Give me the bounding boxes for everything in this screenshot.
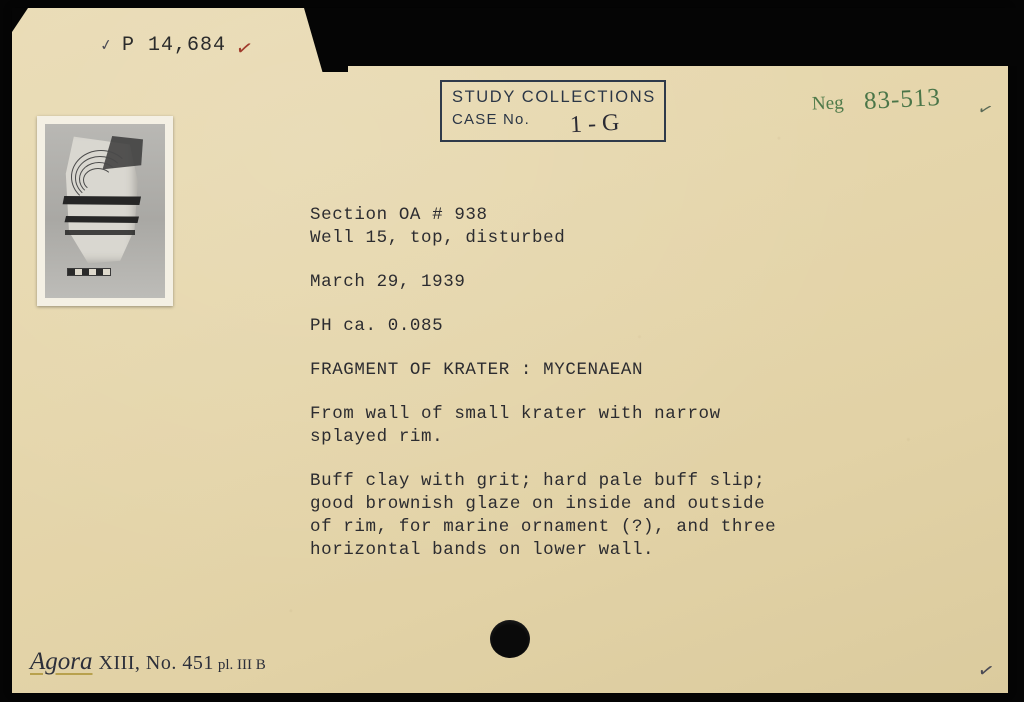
- typed-line: good brownish glaze on inside and outside: [310, 494, 766, 514]
- typed-block: [310, 403, 930, 449]
- sherd-band-upper: [61, 196, 141, 205]
- typed-line: FRAGMENT OF KRATER : MYCENAEAN: [310, 360, 644, 380]
- card-tab-upper-background: [336, 8, 1024, 66]
- publication-plate: pl. III B: [217, 657, 266, 673]
- typed-block: [310, 315, 930, 338]
- photo-scale-bar: [67, 268, 111, 276]
- typed-line: of rim, for marine ornament (?), and three: [310, 517, 777, 537]
- sherd-band-lower: [65, 230, 135, 235]
- typed-block: [310, 470, 930, 562]
- publication-series: Agora: [30, 648, 93, 675]
- stamp-title: STUDY COLLECTIONS: [452, 88, 656, 106]
- typed-block: [310, 204, 930, 250]
- typed-line: Section OA # 938: [310, 205, 488, 225]
- stamp-case-value: 1 - G: [569, 109, 620, 139]
- publication-reference: [30, 648, 266, 676]
- negative-label: Neg: [811, 92, 844, 115]
- typed-line: March 29, 1939: [310, 272, 466, 292]
- specimen-photograph: [37, 116, 173, 306]
- typed-block: [310, 271, 930, 294]
- typed-line: PH ca. 0.085: [310, 316, 444, 336]
- card-corner-cut: [12, 8, 28, 32]
- accession-number: P 14,684: [122, 34, 227, 57]
- study-collections-stamp: [440, 80, 666, 142]
- negative-number: 83-513: [863, 84, 942, 115]
- typed-block: [310, 359, 930, 382]
- punch-hole: [490, 620, 530, 658]
- accession-check-mark-left: ✓: [98, 37, 114, 55]
- sherd-arc-4: [83, 168, 113, 192]
- stamp-case-label: CASE No.: [452, 111, 530, 128]
- typed-line: horizontal bands on lower wall.: [310, 540, 655, 560]
- typed-description: [310, 204, 930, 562]
- accession-check-mark-right: ✓: [233, 36, 255, 62]
- negative-check-mark: ✓: [975, 98, 996, 122]
- typed-line: From wall of small krater with narrow: [310, 404, 721, 424]
- bottom-check-mark: ✓: [975, 659, 997, 684]
- photograph-image: [45, 124, 165, 298]
- catalogue-card: [12, 8, 1008, 693]
- typed-line: Well 15, top, disturbed: [310, 228, 566, 248]
- typed-line: splayed rim.: [310, 427, 444, 447]
- sherd-band-middle: [63, 216, 139, 223]
- publication-volume: XIII, No. 451: [98, 652, 214, 674]
- typed-line: Buff clay with grit; hard pale buff slip;: [310, 471, 766, 491]
